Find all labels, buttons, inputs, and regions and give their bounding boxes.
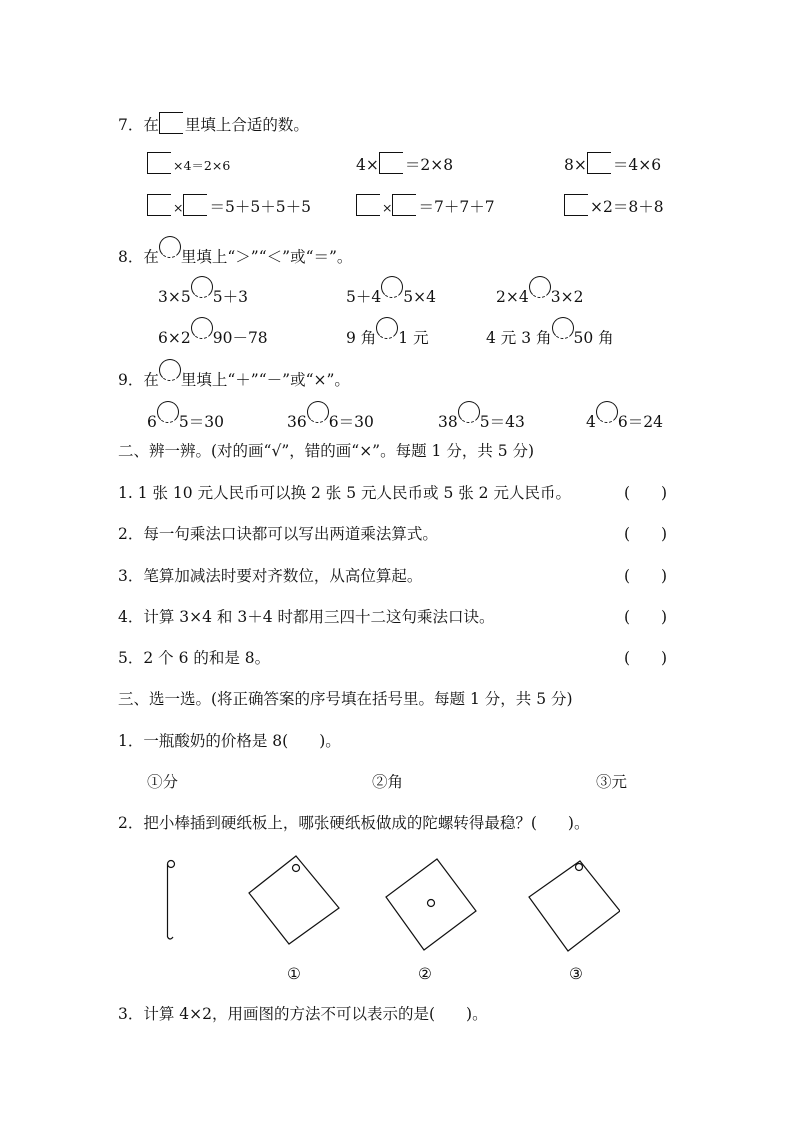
equation-text: ＝7＋7＋7: [418, 198, 495, 216]
q9-item4: [586, 405, 663, 432]
answer-box-icon: [159, 112, 183, 134]
times-sign: ×: [173, 200, 184, 215]
choice-q1-option-1[interactable]: ①分: [147, 773, 179, 791]
equation-text: ＝2×8: [404, 156, 454, 174]
judge-answer-1[interactable]: ( ): [624, 484, 668, 502]
q8-row1-item3: [496, 280, 583, 307]
q7-row1-item2: [356, 152, 453, 175]
cardboard-3-icon[interactable]: [525, 855, 620, 955]
compare-right: 1 元: [398, 329, 429, 347]
q8-prefix: 8．在: [118, 248, 159, 266]
q8-row2-item3: [486, 321, 614, 348]
judge-item-4: 4．计算 3×4 和 3＋4 时都用三四十二这句乘法口诀。: [118, 608, 495, 626]
answer-box[interactable]: [147, 152, 171, 174]
choice-q1: 1．一瓶酸奶的价格是 8( )。: [118, 732, 341, 750]
operand-right: 6＝30: [328, 413, 374, 431]
section2-title: 二、辨一辨。(对的画“√”，错的画“×”。每题 1 分，共 5 分): [118, 442, 535, 460]
figure-label-2: ②: [418, 965, 432, 983]
q9-item2: [287, 405, 374, 432]
answer-box[interactable]: [147, 194, 171, 216]
answer-circle-icon: [159, 236, 181, 258]
choice-q1-option-2[interactable]: ②角: [372, 773, 404, 791]
q7-row1-item1: [147, 152, 230, 176]
q9-item3: [438, 405, 525, 432]
answer-box[interactable]: [183, 194, 207, 216]
answer-circle-icon: [159, 359, 181, 381]
equation-text: ＝4×6: [612, 156, 662, 174]
q9-suffix: 里填上“＋”“－”或“×”。: [180, 371, 350, 389]
compare-left: 6×2: [158, 329, 191, 347]
answer-circle[interactable]: [376, 317, 398, 339]
compare-right: 3×2: [550, 288, 584, 306]
compare-left: 5＋4: [346, 288, 382, 306]
figure-label-3: ③: [569, 965, 583, 983]
answer-box[interactable]: [564, 194, 588, 216]
q7-row2-item3: [564, 194, 664, 217]
answer-circle[interactable]: [458, 401, 480, 423]
times-sign: ×: [382, 200, 393, 215]
q8-row1-item2: [346, 280, 436, 307]
judge-item-3: 3．笔算加减法时要对齐数位，从高位算起。: [118, 567, 423, 585]
equation-text: 4×: [356, 156, 379, 174]
compare-right: 90－78: [212, 329, 268, 347]
compare-left: 2×4: [496, 288, 529, 306]
answer-circle[interactable]: [157, 401, 179, 423]
equation-text: 8×: [564, 156, 587, 174]
equation-text: ×4＝2×6: [173, 158, 231, 173]
answer-box[interactable]: [379, 152, 403, 174]
answer-circle[interactable]: [552, 317, 574, 339]
operand-left: 36: [287, 413, 307, 431]
compare-right: 5×4: [403, 288, 436, 306]
judge-answer-2[interactable]: ( ): [624, 525, 668, 543]
q7-suffix: 里填上合适的数。: [184, 116, 309, 134]
operand-left: 4: [586, 413, 596, 431]
q7-row2-item2: [356, 194, 495, 218]
q7-row2-item1: [147, 194, 311, 218]
q7-title: [118, 112, 309, 135]
q7-prefix: 7．在: [118, 116, 159, 134]
q7-row1-item3: [564, 152, 661, 175]
answer-circle[interactable]: [381, 276, 403, 298]
q9-prefix: 9．在: [118, 371, 159, 389]
judge-item-2: 2．每一句乘法口诀都可以写出两道乘法算式。: [118, 525, 438, 543]
q9-title: [118, 363, 350, 390]
equation-text: ×2＝8＋8: [590, 198, 664, 216]
operand-left: 6: [147, 413, 157, 431]
judge-answer-4[interactable]: ( ): [624, 608, 668, 626]
compare-left: 3×5: [158, 288, 191, 306]
operand-right: 5＝43: [479, 413, 525, 431]
answer-circle[interactable]: [307, 401, 329, 423]
stick-icon: [160, 855, 190, 945]
answer-box[interactable]: [587, 152, 611, 174]
answer-circle[interactable]: [529, 276, 551, 298]
section3-title: 三、选一选。(将正确答案的序号填在括号里。每题 1 分，共 5 分): [118, 690, 573, 708]
operand-right: 6＝24: [617, 413, 663, 431]
choice-q2: 2．把小棒插到硬纸板上，哪张硬纸板做成的陀螺转得最稳？( )。: [118, 814, 590, 832]
q8-suffix: 里填上“＞”“＜”或“＝”。: [180, 248, 353, 266]
judge-answer-3[interactable]: ( ): [624, 567, 668, 585]
compare-left: 4 元 3 角: [486, 329, 552, 347]
q8-row2-item2: [346, 321, 429, 348]
answer-box[interactable]: [392, 194, 416, 216]
figure-label-1: ①: [287, 965, 301, 983]
compare-right: 5＋3: [212, 288, 248, 306]
compare-right: 50 角: [573, 329, 614, 347]
q8-row1-item1: [158, 280, 248, 307]
answer-circle[interactable]: [596, 401, 618, 423]
q8-title: [118, 240, 352, 267]
operand-right: 5＝30: [178, 413, 224, 431]
answer-box[interactable]: [356, 194, 380, 216]
answer-circle[interactable]: [191, 317, 213, 339]
judge-item-5: 5．2 个 6 的和是 8。: [118, 649, 271, 667]
choice-q3: 3．计算 4×2，用画图的方法不可以表示的是( )。: [118, 1005, 488, 1023]
answer-circle[interactable]: [191, 276, 213, 298]
cardboard-1-icon[interactable]: [245, 850, 345, 950]
q9-item1: [147, 405, 224, 432]
cardboard-2-icon[interactable]: [380, 852, 480, 952]
operand-left: 38: [438, 413, 458, 431]
judge-answer-5[interactable]: ( ): [624, 649, 668, 667]
compare-left: 9 角: [346, 329, 377, 347]
choice-q1-option-3[interactable]: ③元: [596, 773, 628, 791]
equation-text: ＝5＋5＋5＋5: [209, 198, 311, 216]
judge-item-1: 1. 1 张 10 元人民币可以换 2 张 5 元人民币或 5 张 2 元人民币。: [118, 484, 571, 502]
q8-row2-item1: [158, 321, 268, 348]
